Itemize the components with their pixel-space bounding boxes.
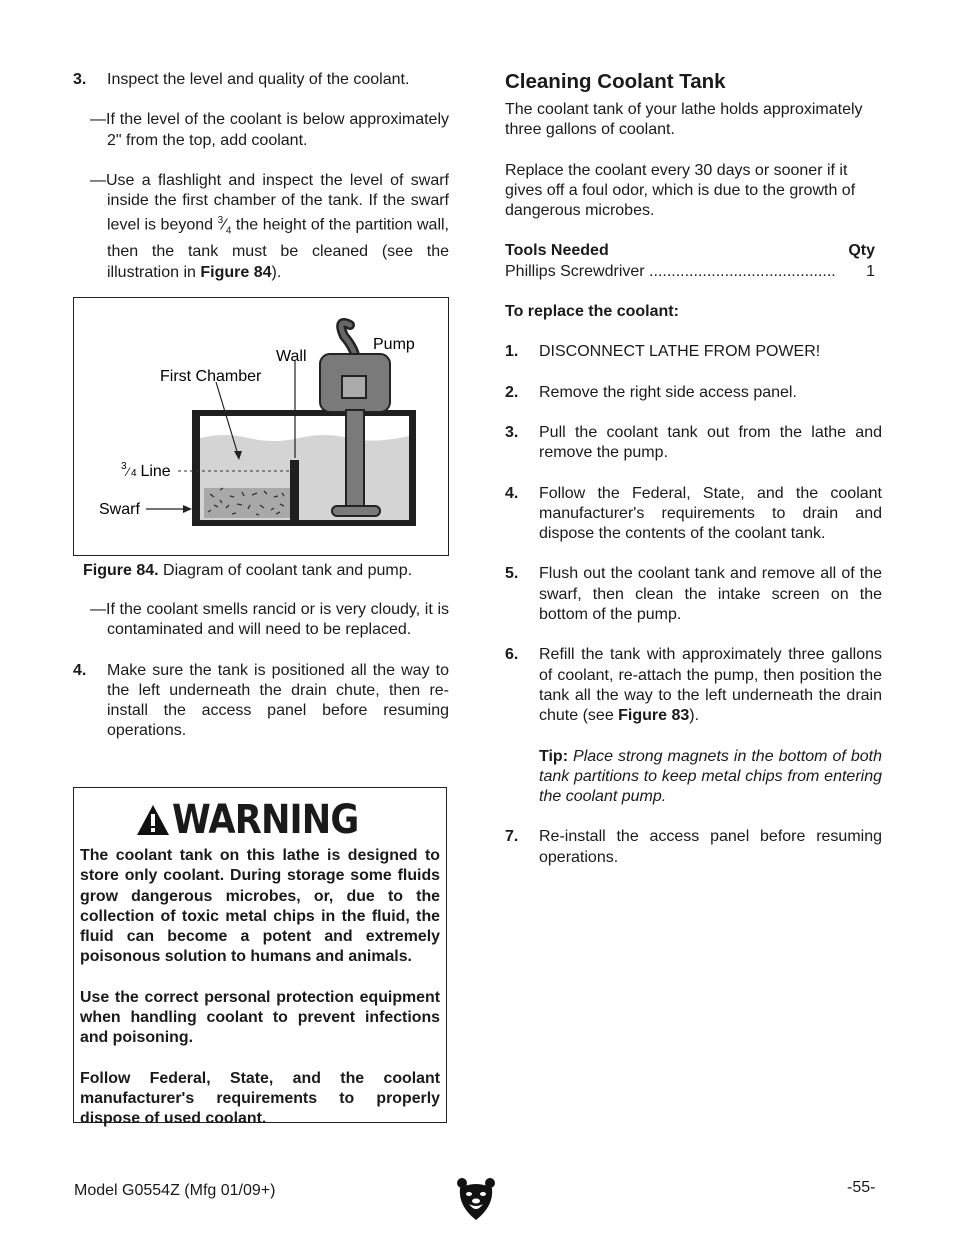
footer-model: Model G0554Z (Mfg 01/09+) <box>74 1182 276 1199</box>
step-number: 4. <box>73 661 87 679</box>
step-text: Inspect the level and quality of the coolant. <box>107 71 410 88</box>
label-pump: Pump <box>373 336 415 353</box>
label-swarf: Swarf <box>99 501 140 518</box>
tool-name: Phillips Screwdriver <box>505 262 650 280</box>
bear-logo-icon <box>456 1176 496 1222</box>
label-wall: Wall <box>276 348 307 365</box>
tool-leader: .......................................... <box>649 262 836 280</box>
label-line-den: 4 <box>131 468 137 479</box>
tip-text: Place strong magnets in the bottom of both tank partitions to keep metal chips from entering the coolant pump. <box>539 747 882 806</box>
intro-paragraph: Replace the coolant every 30 days or sooner if it gives off a foul odor, which is due to the growth of dangerous microbes. <box>505 161 856 220</box>
step-number: 3. <box>505 423 519 441</box>
warning-paragraph: The coolant tank on this lathe is designed to store only coolant. During storage some fluids grow dangerous microbes, or, due to the collection of toxic metal chips in the fluid, the fluid can become a potent and extremely poisonous solution to humans and animals. <box>80 847 440 966</box>
step-number: 4. <box>505 484 519 502</box>
pump-box <box>342 376 366 398</box>
swarf-check-bullet: —Use a flashlight and inspect the level of swarf inside the first chamber of the tank. If the swarf level is beyond $^3⁄_4$ the height of the partition wall, then the tank must be cleaned (see the illustration in Figure 84). <box>90 171 449 281</box>
bullet-text: the height of the partition wall, then the tank must be cleaned (see the illustration in <box>107 216 449 281</box>
step-7 <box>505 827 882 868</box>
step-5 <box>505 564 882 625</box>
intro-paragraph: The coolant tank of your lathe holds approximately three gallons of coolant. <box>505 101 863 139</box>
step-text: Remove the right side access panel. <box>539 383 797 401</box>
caption-label: Figure 84. <box>83 562 159 579</box>
step-1 <box>505 342 882 362</box>
qty-label: Qty <box>848 242 875 260</box>
svg-text:⁄: ⁄ <box>127 465 130 479</box>
step-text: Flush out the coolant tank and remove all of the swarf, then clean the intake screen on the bottom of the pump. <box>539 565 882 624</box>
step-3 <box>73 70 449 90</box>
warning-body <box>74 846 446 1130</box>
step-text-part: Refill the tank with approximately three gallons of coolant, re-attach the pump, then position the tank all the way to the left underneath the drain chute (see <box>539 646 882 725</box>
bullet-text: —Use a flashlight and inspect the level of swarf inside the first chamber of the tank. If the swarf level is beyond <box>90 171 449 234</box>
partition-wall <box>290 460 299 520</box>
step-number: 5. <box>505 565 519 583</box>
step-number: 1. <box>505 343 519 361</box>
step-text: DISCONNECT LATHE FROM POWER! <box>539 343 821 361</box>
figure-reference: Figure 83 <box>618 707 690 725</box>
figure-reference: Figure 84 <box>200 263 272 281</box>
tools-header <box>505 241 875 261</box>
step-text: Make sure the tank is positioned all the way to the left underneath the drain chute, then re-install the access panel before resuming operations. <box>107 661 449 740</box>
step-number: 6. <box>505 646 519 664</box>
caption-text: Diagram of coolant tank and pump. <box>158 562 413 579</box>
page-number: -55- <box>847 1179 876 1196</box>
step-text: Pull the coolant tank out from the lathe and remove the pump. <box>539 423 882 462</box>
warning-paragraph: Use the correct personal protection equipment when handling coolant to prevent infections and poisoning. <box>80 988 440 1047</box>
tool-row <box>505 262 875 282</box>
contamination-bullet: —If the coolant smells rancid or is very cloudy, it is contaminated and will need to be replaced. <box>90 601 449 639</box>
step-4 <box>505 484 882 545</box>
step-text: Follow the Federal, State, and the coolant manufacturer's requirements to drain and dispose the contents of the coolant tank. <box>539 484 882 543</box>
left-column <box>73 70 449 283</box>
label-line: Line <box>136 463 171 480</box>
figure-84 <box>73 297 449 556</box>
tool-qty: 1 <box>861 262 875 280</box>
step-number: 3. <box>73 71 87 88</box>
warning-triangle-icon <box>136 804 170 836</box>
tools-needed-label: Tools Needed <box>505 242 609 260</box>
step-4 <box>73 661 449 742</box>
warning-header <box>74 794 446 846</box>
section-heading: Cleaning Coolant Tank <box>505 70 726 93</box>
bullet-text: ). <box>271 263 282 281</box>
step-number: 2. <box>505 383 519 401</box>
tip <box>505 747 882 808</box>
step-text-part: ). <box>689 707 700 725</box>
level-check-bullet: —If the level of the coolant is below approximately 2" from the top, add coolant. <box>90 111 449 149</box>
label-first-chamber: First Chamber <box>160 368 262 385</box>
left-column-lower <box>73 600 449 742</box>
step-text: Re-install the access panel before resuming operations. <box>539 828 882 866</box>
pump-shaft <box>346 410 364 510</box>
warning-box <box>73 787 447 1128</box>
step-6 <box>505 645 882 726</box>
step-number: 7. <box>505 828 519 846</box>
fraction-numerator: 3 <box>217 215 224 227</box>
warning-title: WARNING <box>172 797 359 843</box>
procedure-heading: To replace the coolant: <box>505 303 679 321</box>
coolant-tank-diagram <box>74 298 448 555</box>
figure-caption <box>83 561 412 581</box>
step-3 <box>505 423 882 464</box>
label-line-num: 3 <box>121 461 127 472</box>
fraction-denominator: 4 <box>225 226 232 237</box>
step-text <box>539 645 882 726</box>
pump-intake <box>332 506 380 516</box>
step-2 <box>505 383 882 403</box>
right-column <box>505 70 882 868</box>
warning-paragraph: Follow Federal, State, and the coolant manufacturer's requirements to properly dispose of used coolant. <box>80 1069 440 1128</box>
tip-label: Tip: <box>539 747 569 765</box>
